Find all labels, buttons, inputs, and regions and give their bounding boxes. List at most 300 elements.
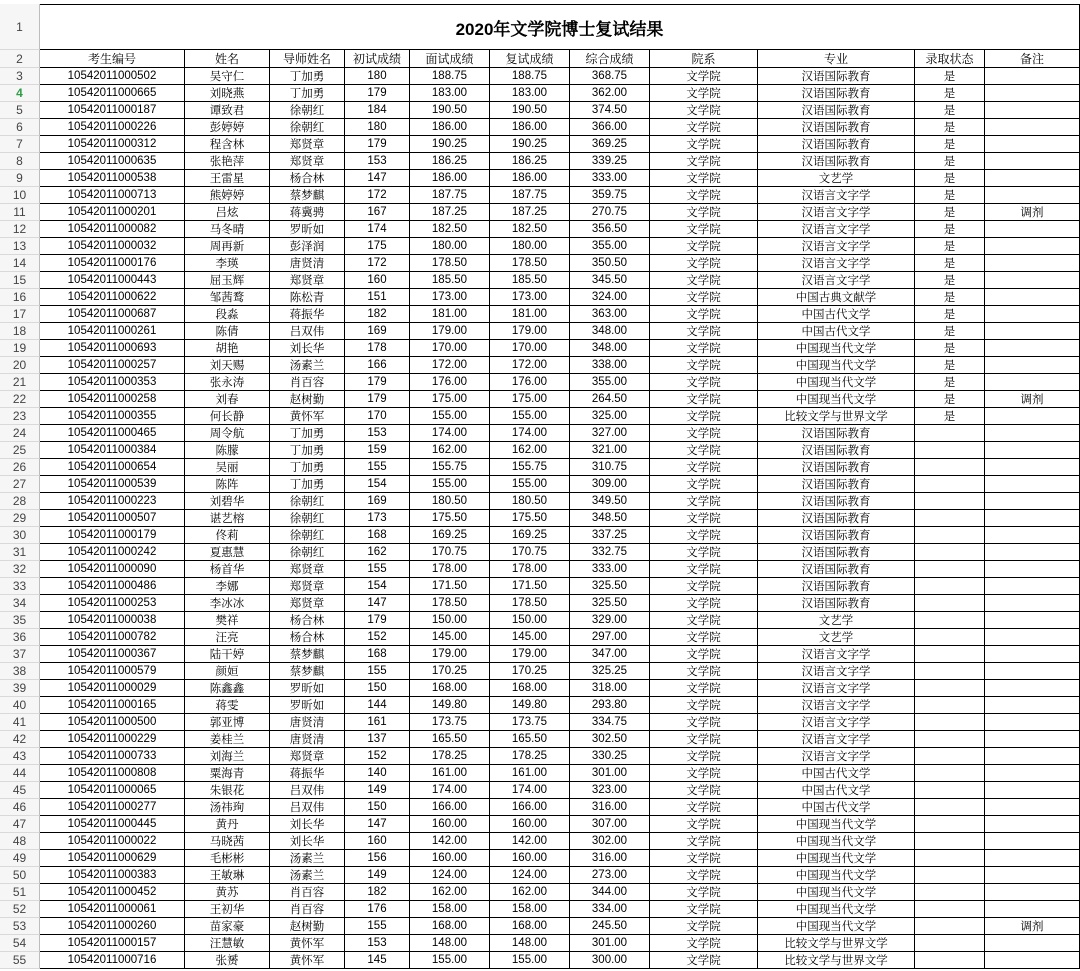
row-number[interactable]: 32 bbox=[0, 561, 40, 578]
cell-candidate-id[interactable]: 10542011000179 bbox=[40, 527, 185, 544]
cell-name[interactable]: 吕炫 bbox=[185, 204, 270, 221]
cell-overall-score[interactable]: 325.50 bbox=[570, 578, 650, 595]
cell-advisor[interactable]: 吕双伟 bbox=[270, 323, 345, 340]
cell-candidate-id[interactable]: 10542011000465 bbox=[40, 425, 185, 442]
cell-retest-score[interactable]: 185.50 bbox=[490, 272, 570, 289]
cell-name[interactable]: 谭致君 bbox=[185, 102, 270, 119]
cell-major[interactable]: 汉语国际教育 bbox=[758, 493, 915, 510]
cell-interview-score[interactable]: 175.00 bbox=[410, 391, 490, 408]
cell-name[interactable]: 李冰冰 bbox=[185, 595, 270, 612]
cell-candidate-id[interactable]: 10542011000445 bbox=[40, 816, 185, 833]
cell-overall-score[interactable]: 264.50 bbox=[570, 391, 650, 408]
cell-interview-score[interactable]: 186.25 bbox=[410, 153, 490, 170]
cell-advisor[interactable]: 吕双伟 bbox=[270, 782, 345, 799]
cell-remarks[interactable]: 调剂 bbox=[985, 204, 1080, 221]
cell-remarks[interactable] bbox=[985, 153, 1080, 170]
cell-remarks[interactable] bbox=[985, 714, 1080, 731]
row-number[interactable]: 42 bbox=[0, 731, 40, 748]
cell-remarks[interactable] bbox=[985, 221, 1080, 238]
cell-major[interactable]: 汉语言文字学 bbox=[758, 204, 915, 221]
cell-name[interactable]: 谌艺榕 bbox=[185, 510, 270, 527]
cell-overall-score[interactable]: 345.50 bbox=[570, 272, 650, 289]
row-number[interactable]: 51 bbox=[0, 884, 40, 901]
cell-remarks[interactable] bbox=[985, 561, 1080, 578]
cell-department[interactable]: 文学院 bbox=[650, 391, 758, 408]
cell-initial-score[interactable]: 159 bbox=[345, 442, 410, 459]
cell-department[interactable]: 文学院 bbox=[650, 255, 758, 272]
cell-admission-status[interactable] bbox=[915, 833, 985, 850]
cell-interview-score[interactable]: 190.50 bbox=[410, 102, 490, 119]
cell-name[interactable]: 王雷星 bbox=[185, 170, 270, 187]
cell-department[interactable]: 文学院 bbox=[650, 799, 758, 816]
cell-department[interactable]: 文学院 bbox=[650, 476, 758, 493]
cell-interview-score[interactable]: 165.50 bbox=[410, 731, 490, 748]
cell-candidate-id[interactable]: 10542011000383 bbox=[40, 867, 185, 884]
cell-interview-score[interactable]: 155.75 bbox=[410, 459, 490, 476]
cell-advisor[interactable]: 罗昕如 bbox=[270, 697, 345, 714]
cell-retest-score[interactable]: 190.50 bbox=[490, 102, 570, 119]
cell-remarks[interactable] bbox=[985, 170, 1080, 187]
cell-admission-status[interactable] bbox=[915, 799, 985, 816]
cell-candidate-id[interactable]: 10542011000443 bbox=[40, 272, 185, 289]
cell-department[interactable]: 文学院 bbox=[650, 357, 758, 374]
cell-overall-score[interactable]: 273.00 bbox=[570, 867, 650, 884]
cell-candidate-id[interactable]: 10542011000226 bbox=[40, 119, 185, 136]
cell-name[interactable]: 黄苏 bbox=[185, 884, 270, 901]
cell-interview-score[interactable]: 169.25 bbox=[410, 527, 490, 544]
cell-admission-status[interactable]: 是 bbox=[915, 255, 985, 272]
cell-name[interactable]: 陆干婷 bbox=[185, 646, 270, 663]
cell-name[interactable]: 李瑛 bbox=[185, 255, 270, 272]
cell-name[interactable]: 汪慧敏 bbox=[185, 935, 270, 952]
cell-advisor[interactable]: 徐朝红 bbox=[270, 102, 345, 119]
row-number[interactable]: 3 bbox=[0, 68, 40, 85]
column-header-advisor[interactable]: 导师姓名 bbox=[270, 50, 345, 68]
cell-retest-score[interactable]: 188.75 bbox=[490, 68, 570, 85]
cell-name[interactable]: 夏惠慧 bbox=[185, 544, 270, 561]
cell-candidate-id[interactable]: 10542011000452 bbox=[40, 884, 185, 901]
cell-name[interactable]: 王初华 bbox=[185, 901, 270, 918]
cell-major[interactable]: 汉语国际教育 bbox=[758, 153, 915, 170]
row-number[interactable]: 37 bbox=[0, 646, 40, 663]
cell-admission-status[interactable]: 是 bbox=[915, 119, 985, 136]
cell-candidate-id[interactable]: 10542011000622 bbox=[40, 289, 185, 306]
cell-major[interactable]: 中国现当代文学 bbox=[758, 918, 915, 935]
cell-candidate-id[interactable]: 10542011000258 bbox=[40, 391, 185, 408]
row-number[interactable]: 13 bbox=[0, 238, 40, 255]
cell-advisor[interactable]: 徐朝红 bbox=[270, 527, 345, 544]
cell-advisor[interactable]: 丁加勇 bbox=[270, 68, 345, 85]
row-number[interactable]: 22 bbox=[0, 391, 40, 408]
cell-department[interactable]: 文学院 bbox=[650, 459, 758, 476]
cell-major[interactable]: 汉语言文字学 bbox=[758, 221, 915, 238]
cell-candidate-id[interactable]: 10542011000693 bbox=[40, 340, 185, 357]
cell-candidate-id[interactable]: 10542011000201 bbox=[40, 204, 185, 221]
row-number[interactable]: 5 bbox=[0, 102, 40, 119]
cell-admission-status[interactable] bbox=[915, 731, 985, 748]
cell-department[interactable]: 文学院 bbox=[650, 918, 758, 935]
cell-initial-score[interactable]: 151 bbox=[345, 289, 410, 306]
cell-overall-score[interactable]: 369.25 bbox=[570, 136, 650, 153]
cell-remarks[interactable] bbox=[985, 935, 1080, 952]
row-number[interactable]: 20 bbox=[0, 357, 40, 374]
cell-candidate-id[interactable]: 10542011000507 bbox=[40, 510, 185, 527]
cell-initial-score[interactable]: 144 bbox=[345, 697, 410, 714]
cell-overall-score[interactable]: 339.25 bbox=[570, 153, 650, 170]
cell-advisor[interactable]: 丁加勇 bbox=[270, 85, 345, 102]
cell-admission-status[interactable]: 是 bbox=[915, 391, 985, 408]
cell-name[interactable]: 周再新 bbox=[185, 238, 270, 255]
cell-advisor[interactable]: 徐朝红 bbox=[270, 493, 345, 510]
cell-major[interactable]: 文艺学 bbox=[758, 629, 915, 646]
cell-department[interactable]: 文学院 bbox=[650, 867, 758, 884]
cell-advisor[interactable]: 杨合林 bbox=[270, 629, 345, 646]
cell-advisor[interactable]: 赵树勤 bbox=[270, 391, 345, 408]
cell-initial-score[interactable]: 170 bbox=[345, 408, 410, 425]
cell-admission-status[interactable] bbox=[915, 612, 985, 629]
cell-retest-score[interactable]: 145.00 bbox=[490, 629, 570, 646]
cell-name[interactable]: 周令航 bbox=[185, 425, 270, 442]
cell-admission-status[interactable] bbox=[915, 459, 985, 476]
cell-candidate-id[interactable]: 10542011000312 bbox=[40, 136, 185, 153]
cell-remarks[interactable] bbox=[985, 272, 1080, 289]
cell-admission-status[interactable] bbox=[915, 595, 985, 612]
cell-interview-score[interactable]: 173.00 bbox=[410, 289, 490, 306]
cell-candidate-id[interactable]: 10542011000733 bbox=[40, 748, 185, 765]
cell-advisor[interactable]: 彭泽润 bbox=[270, 238, 345, 255]
cell-major[interactable]: 汉语国际教育 bbox=[758, 544, 915, 561]
cell-interview-score[interactable]: 171.50 bbox=[410, 578, 490, 595]
cell-advisor[interactable]: 杨合林 bbox=[270, 612, 345, 629]
cell-candidate-id[interactable]: 10542011000082 bbox=[40, 221, 185, 238]
cell-name[interactable]: 颜姮 bbox=[185, 663, 270, 680]
cell-major[interactable]: 汉语言文字学 bbox=[758, 714, 915, 731]
cell-retest-score[interactable]: 175.00 bbox=[490, 391, 570, 408]
cell-advisor[interactable]: 郑贤章 bbox=[270, 748, 345, 765]
cell-interview-score[interactable]: 173.75 bbox=[410, 714, 490, 731]
cell-major[interactable]: 汉语言文字学 bbox=[758, 646, 915, 663]
cell-major[interactable]: 中国古代文学 bbox=[758, 306, 915, 323]
cell-retest-score[interactable]: 155.75 bbox=[490, 459, 570, 476]
column-header-admission-status[interactable]: 录取状态 bbox=[915, 50, 985, 68]
cell-candidate-id[interactable]: 10542011000257 bbox=[40, 357, 185, 374]
cell-retest-score[interactable]: 186.00 bbox=[490, 170, 570, 187]
row-number[interactable]: 23 bbox=[0, 408, 40, 425]
cell-advisor[interactable]: 郑贤章 bbox=[270, 153, 345, 170]
cell-name[interactable]: 彭婷婷 bbox=[185, 119, 270, 136]
cell-overall-score[interactable]: 374.50 bbox=[570, 102, 650, 119]
cell-interview-score[interactable]: 187.75 bbox=[410, 187, 490, 204]
cell-initial-score[interactable]: 180 bbox=[345, 119, 410, 136]
cell-candidate-id[interactable]: 10542011000502 bbox=[40, 68, 185, 85]
row-number[interactable]: 4 bbox=[0, 85, 40, 102]
cell-initial-score[interactable]: 153 bbox=[345, 935, 410, 952]
cell-advisor[interactable]: 赵树勤 bbox=[270, 918, 345, 935]
cell-major[interactable]: 汉语言文字学 bbox=[758, 255, 915, 272]
cell-name[interactable]: 佟莉 bbox=[185, 527, 270, 544]
cell-remarks[interactable] bbox=[985, 374, 1080, 391]
cell-initial-score[interactable]: 169 bbox=[345, 323, 410, 340]
cell-initial-score[interactable]: 160 bbox=[345, 833, 410, 850]
cell-major[interactable]: 中国现当代文学 bbox=[758, 340, 915, 357]
cell-retest-score[interactable]: 176.00 bbox=[490, 374, 570, 391]
cell-admission-status[interactable] bbox=[915, 918, 985, 935]
cell-advisor[interactable]: 汤素兰 bbox=[270, 867, 345, 884]
cell-remarks[interactable] bbox=[985, 765, 1080, 782]
cell-name[interactable]: 刘海兰 bbox=[185, 748, 270, 765]
cell-admission-status[interactable] bbox=[915, 952, 985, 969]
cell-initial-score[interactable]: 166 bbox=[345, 357, 410, 374]
cell-interview-score[interactable]: 160.00 bbox=[410, 850, 490, 867]
cell-department[interactable]: 文学院 bbox=[650, 85, 758, 102]
cell-remarks[interactable] bbox=[985, 85, 1080, 102]
cell-major[interactable]: 中国现当代文学 bbox=[758, 391, 915, 408]
cell-admission-status[interactable] bbox=[915, 544, 985, 561]
cell-retest-score[interactable]: 181.00 bbox=[490, 306, 570, 323]
cell-department[interactable]: 文学院 bbox=[650, 748, 758, 765]
cell-candidate-id[interactable]: 10542011000242 bbox=[40, 544, 185, 561]
cell-department[interactable]: 文学院 bbox=[650, 952, 758, 969]
cell-remarks[interactable] bbox=[985, 612, 1080, 629]
cell-initial-score[interactable]: 172 bbox=[345, 187, 410, 204]
cell-candidate-id[interactable]: 10542011000157 bbox=[40, 935, 185, 952]
cell-candidate-id[interactable]: 10542011000629 bbox=[40, 850, 185, 867]
cell-advisor[interactable]: 杨合林 bbox=[270, 170, 345, 187]
cell-initial-score[interactable]: 155 bbox=[345, 561, 410, 578]
column-header-remarks[interactable]: 备注 bbox=[985, 50, 1080, 68]
cell-major[interactable]: 汉语国际教育 bbox=[758, 459, 915, 476]
cell-overall-score[interactable]: 368.75 bbox=[570, 68, 650, 85]
cell-major[interactable]: 汉语国际教育 bbox=[758, 102, 915, 119]
cell-admission-status[interactable]: 是 bbox=[915, 306, 985, 323]
cell-admission-status[interactable]: 是 bbox=[915, 221, 985, 238]
cell-initial-score[interactable]: 154 bbox=[345, 476, 410, 493]
cell-name[interactable]: 粟海青 bbox=[185, 765, 270, 782]
cell-interview-score[interactable]: 162.00 bbox=[410, 884, 490, 901]
cell-retest-score[interactable]: 186.25 bbox=[490, 153, 570, 170]
cell-overall-score[interactable]: 324.00 bbox=[570, 289, 650, 306]
cell-department[interactable]: 文学院 bbox=[650, 170, 758, 187]
cell-remarks[interactable] bbox=[985, 884, 1080, 901]
cell-overall-score[interactable]: 302.50 bbox=[570, 731, 650, 748]
cell-overall-score[interactable]: 316.00 bbox=[570, 799, 650, 816]
cell-remarks[interactable] bbox=[985, 408, 1080, 425]
cell-remarks[interactable] bbox=[985, 340, 1080, 357]
cell-advisor[interactable]: 刘长华 bbox=[270, 340, 345, 357]
cell-initial-score[interactable]: 145 bbox=[345, 952, 410, 969]
cell-initial-score[interactable]: 179 bbox=[345, 612, 410, 629]
cell-interview-score[interactable]: 145.00 bbox=[410, 629, 490, 646]
cell-interview-score[interactable]: 155.00 bbox=[410, 408, 490, 425]
cell-interview-score[interactable]: 142.00 bbox=[410, 833, 490, 850]
cell-name[interactable]: 马冬晴 bbox=[185, 221, 270, 238]
cell-candidate-id[interactable]: 10542011000384 bbox=[40, 442, 185, 459]
cell-overall-score[interactable]: 310.75 bbox=[570, 459, 650, 476]
cell-advisor[interactable]: 丁加勇 bbox=[270, 476, 345, 493]
cell-major[interactable]: 中国古代文学 bbox=[758, 799, 915, 816]
row-number[interactable]: 44 bbox=[0, 765, 40, 782]
cell-candidate-id[interactable]: 10542011000539 bbox=[40, 476, 185, 493]
cell-retest-score[interactable]: 162.00 bbox=[490, 884, 570, 901]
cell-admission-status[interactable]: 是 bbox=[915, 153, 985, 170]
cell-retest-score[interactable]: 179.00 bbox=[490, 646, 570, 663]
cell-overall-score[interactable]: 344.00 bbox=[570, 884, 650, 901]
cell-interview-score[interactable]: 178.50 bbox=[410, 595, 490, 612]
cell-name[interactable]: 刘春 bbox=[185, 391, 270, 408]
cell-overall-score[interactable]: 355.00 bbox=[570, 374, 650, 391]
cell-initial-score[interactable]: 147 bbox=[345, 816, 410, 833]
cell-retest-score[interactable]: 186.00 bbox=[490, 119, 570, 136]
cell-candidate-id[interactable]: 10542011000223 bbox=[40, 493, 185, 510]
cell-advisor[interactable]: 蒋振华 bbox=[270, 765, 345, 782]
cell-retest-score[interactable]: 170.25 bbox=[490, 663, 570, 680]
cell-advisor[interactable]: 黄怀军 bbox=[270, 952, 345, 969]
cell-name[interactable]: 邹茜鹜 bbox=[185, 289, 270, 306]
cell-advisor[interactable]: 汤素兰 bbox=[270, 357, 345, 374]
cell-admission-status[interactable]: 是 bbox=[915, 340, 985, 357]
cell-admission-status[interactable] bbox=[915, 561, 985, 578]
cell-remarks[interactable] bbox=[985, 459, 1080, 476]
cell-department[interactable]: 文学院 bbox=[650, 629, 758, 646]
cell-retest-score[interactable]: 155.00 bbox=[490, 476, 570, 493]
cell-advisor[interactable]: 罗昕如 bbox=[270, 680, 345, 697]
cell-retest-score[interactable]: 160.00 bbox=[490, 850, 570, 867]
cell-major[interactable]: 汉语国际教育 bbox=[758, 510, 915, 527]
cell-admission-status[interactable] bbox=[915, 714, 985, 731]
cell-overall-score[interactable]: 325.25 bbox=[570, 663, 650, 680]
cell-remarks[interactable] bbox=[985, 544, 1080, 561]
cell-name[interactable]: 陈朦 bbox=[185, 442, 270, 459]
cell-interview-score[interactable]: 186.00 bbox=[410, 170, 490, 187]
cell-advisor[interactable]: 蔡梦麒 bbox=[270, 646, 345, 663]
cell-overall-score[interactable]: 321.00 bbox=[570, 442, 650, 459]
cell-name[interactable]: 姜桂兰 bbox=[185, 731, 270, 748]
cell-interview-score[interactable]: 183.00 bbox=[410, 85, 490, 102]
row-number[interactable]: 9 bbox=[0, 170, 40, 187]
cell-major[interactable]: 中国古代文学 bbox=[758, 782, 915, 799]
cell-overall-score[interactable]: 350.50 bbox=[570, 255, 650, 272]
cell-name[interactable]: 李娜 bbox=[185, 578, 270, 595]
cell-initial-score[interactable]: 160 bbox=[345, 272, 410, 289]
cell-overall-score[interactable]: 323.00 bbox=[570, 782, 650, 799]
cell-department[interactable]: 文学院 bbox=[650, 374, 758, 391]
cell-department[interactable]: 文学院 bbox=[650, 612, 758, 629]
cell-interview-score[interactable]: 170.25 bbox=[410, 663, 490, 680]
cell-retest-score[interactable]: 165.50 bbox=[490, 731, 570, 748]
cell-interview-score[interactable]: 168.00 bbox=[410, 918, 490, 935]
cell-overall-score[interactable]: 245.50 bbox=[570, 918, 650, 935]
cell-major[interactable]: 汉语言文字学 bbox=[758, 187, 915, 204]
row-number[interactable]: 6 bbox=[0, 119, 40, 136]
cell-advisor[interactable]: 肖百容 bbox=[270, 884, 345, 901]
cell-major[interactable]: 汉语言文字学 bbox=[758, 272, 915, 289]
row-number[interactable]: 45 bbox=[0, 782, 40, 799]
row-number[interactable]: 12 bbox=[0, 221, 40, 238]
cell-initial-score[interactable]: 155 bbox=[345, 663, 410, 680]
cell-name[interactable]: 何长静 bbox=[185, 408, 270, 425]
row-number[interactable]: 50 bbox=[0, 867, 40, 884]
row-number[interactable]: 38 bbox=[0, 663, 40, 680]
cell-initial-score[interactable]: 149 bbox=[345, 867, 410, 884]
cell-candidate-id[interactable]: 10542011000665 bbox=[40, 85, 185, 102]
cell-candidate-id[interactable]: 10542011000165 bbox=[40, 697, 185, 714]
cell-department[interactable]: 文学院 bbox=[650, 68, 758, 85]
cell-retest-score[interactable]: 168.00 bbox=[490, 680, 570, 697]
cell-candidate-id[interactable]: 10542011000353 bbox=[40, 374, 185, 391]
cell-advisor[interactable]: 郑贤章 bbox=[270, 272, 345, 289]
cell-interview-score[interactable]: 176.00 bbox=[410, 374, 490, 391]
row-number[interactable]: 48 bbox=[0, 833, 40, 850]
cell-admission-status[interactable] bbox=[915, 765, 985, 782]
row-number[interactable]: 39 bbox=[0, 680, 40, 697]
cell-department[interactable]: 文学院 bbox=[650, 901, 758, 918]
cell-retest-score[interactable]: 170.00 bbox=[490, 340, 570, 357]
cell-major[interactable]: 中国现当代文学 bbox=[758, 374, 915, 391]
cell-admission-status[interactable]: 是 bbox=[915, 187, 985, 204]
cell-overall-score[interactable]: 338.00 bbox=[570, 357, 650, 374]
cell-remarks[interactable] bbox=[985, 102, 1080, 119]
cell-candidate-id[interactable]: 10542011000687 bbox=[40, 306, 185, 323]
cell-admission-status[interactable] bbox=[915, 578, 985, 595]
cell-overall-score[interactable]: 330.25 bbox=[570, 748, 650, 765]
cell-candidate-id[interactable]: 10542011000716 bbox=[40, 952, 185, 969]
cell-interview-score[interactable]: 178.25 bbox=[410, 748, 490, 765]
cell-interview-score[interactable]: 149.80 bbox=[410, 697, 490, 714]
cell-department[interactable]: 文学院 bbox=[650, 340, 758, 357]
cell-retest-score[interactable]: 173.00 bbox=[490, 289, 570, 306]
cell-remarks[interactable] bbox=[985, 510, 1080, 527]
cell-remarks[interactable] bbox=[985, 833, 1080, 850]
cell-department[interactable]: 文学院 bbox=[650, 187, 758, 204]
cell-interview-score[interactable]: 148.00 bbox=[410, 935, 490, 952]
cell-admission-status[interactable]: 是 bbox=[915, 374, 985, 391]
cell-advisor[interactable]: 唐贤清 bbox=[270, 714, 345, 731]
cell-advisor[interactable]: 郑贤章 bbox=[270, 578, 345, 595]
cell-advisor[interactable]: 肖百容 bbox=[270, 374, 345, 391]
cell-department[interactable]: 文学院 bbox=[650, 714, 758, 731]
cell-interview-score[interactable]: 161.00 bbox=[410, 765, 490, 782]
row-number[interactable]: 31 bbox=[0, 544, 40, 561]
cell-remarks[interactable] bbox=[985, 425, 1080, 442]
cell-retest-score[interactable]: 155.00 bbox=[490, 952, 570, 969]
cell-major[interactable]: 汉语国际教育 bbox=[758, 476, 915, 493]
cell-name[interactable]: 吴丽 bbox=[185, 459, 270, 476]
cell-candidate-id[interactable]: 10542011000022 bbox=[40, 833, 185, 850]
cell-candidate-id[interactable]: 10542011000187 bbox=[40, 102, 185, 119]
cell-retest-score[interactable]: 158.00 bbox=[490, 901, 570, 918]
row-number[interactable]: 27 bbox=[0, 476, 40, 493]
cell-admission-status[interactable] bbox=[915, 425, 985, 442]
cell-overall-score[interactable]: 366.00 bbox=[570, 119, 650, 136]
cell-admission-status[interactable] bbox=[915, 629, 985, 646]
cell-department[interactable]: 文学院 bbox=[650, 561, 758, 578]
column-header-department[interactable]: 院系 bbox=[650, 50, 758, 68]
cell-retest-score[interactable]: 180.50 bbox=[490, 493, 570, 510]
cell-remarks[interactable] bbox=[985, 476, 1080, 493]
cell-interview-score[interactable]: 150.00 bbox=[410, 612, 490, 629]
cell-admission-status[interactable]: 是 bbox=[915, 204, 985, 221]
cell-admission-status[interactable] bbox=[915, 646, 985, 663]
cell-advisor[interactable]: 蒋冀骋 bbox=[270, 204, 345, 221]
cell-advisor[interactable]: 刘长华 bbox=[270, 833, 345, 850]
cell-interview-score[interactable]: 185.50 bbox=[410, 272, 490, 289]
cell-interview-score[interactable]: 166.00 bbox=[410, 799, 490, 816]
cell-interview-score[interactable]: 188.75 bbox=[410, 68, 490, 85]
cell-advisor[interactable]: 蔡梦麒 bbox=[270, 187, 345, 204]
row-number[interactable]: 49 bbox=[0, 850, 40, 867]
cell-name[interactable]: 朱银花 bbox=[185, 782, 270, 799]
cell-name[interactable]: 刘晓燕 bbox=[185, 85, 270, 102]
